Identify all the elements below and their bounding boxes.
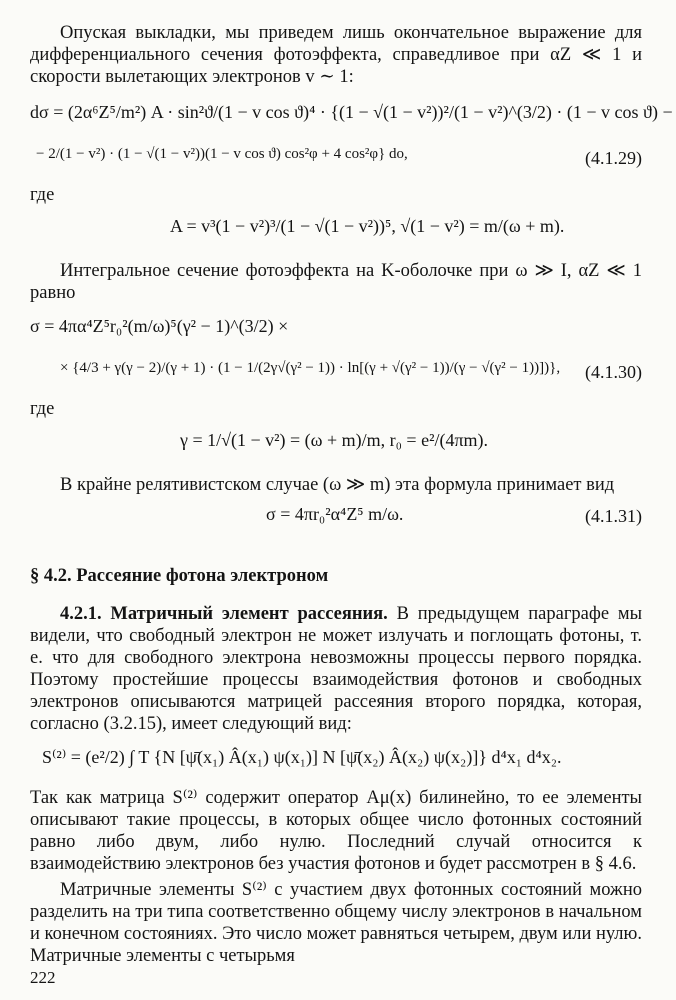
equation-4-1-30-line1: σ = 4πα⁴Z⁵r₀²(m/ω)⁵(γ² − 1)^(3/2) ×: [30, 316, 289, 336]
equation-4-1-31: σ = 4πr₀²α⁴Z⁵ m/ω. (4.1.31): [266, 504, 642, 526]
equation-gamma: γ = 1/√(1 − v²) = (ω + m)/m, r₀ = e²/(4πm).: [180, 430, 489, 450]
where-label: где: [30, 399, 55, 419]
paragraph-matrix-element: [30, 603, 642, 735]
paragraph-matrix-types: Матричные элементы S⁽²⁾ с участием двух фотонных состояний можно разделить на три типа соответственно общему числу электронов в начальном и конечном состояниях. Это число может равняться четырем, двум или нулю. Матричные элементы с четырьмя: [30, 880, 642, 966]
equation-A: A = v³(1 − v²)³/(1 − √(1 − v²))⁵, √(1 − v²) = m/(ω + m).: [170, 216, 565, 236]
paragraph-integral: Интегральное сечение фотоэффекта на K-оболочке при ω ≫ I, αZ ≪ 1 равно: [30, 261, 642, 303]
equation-4-1-30-line2: × {4/3 + γ(γ − 2)/(γ + 1) · (1 − 1/(2γ√(γ² − 1)) · ln[(γ + √(γ² − 1))/(γ − √(γ² − 1))])}, (4.1.30): [60, 360, 642, 382]
equation-S2: S⁽²⁾ = (e²/2) ∫ T {N [ψ̄(x₁) Â(x₁) ψ(x₁)] N [ψ̄(x₂) Â(x₂) ψ(x₂)]} d⁴x₁ d⁴x₂.: [42, 747, 562, 767]
subsection-lead: 4.2.1. Матричный элемент рассеяния.: [60, 604, 388, 624]
section-heading: [30, 566, 642, 587]
paragraph-bilinear: Так как матрица S⁽²⁾ содержит оператор Aμ(x) билинейно, то ее элементы описывают такие процессы, в которых общее число фотонных состояний равно либо двум, либо нулю. Последний случай относится к взаимодействию электронов без участия фотонов и будет рассмотрен в § 4.6.: [30, 788, 642, 874]
paragraph-matrix-element-text: В предыдущем параграфе мы видели, что свободный электрон не может излучать и поглощать фотоны, т. е. что для свободного электрона невозможны процессы первого порядка. Поэтому простейшие процессы взаимодействия фотонов и свободных электронов описываются матрицей рассеяния второго порядка, которая, согласно (3.2.15), имеет следующий вид:: [30, 604, 642, 734]
equation-4-1-29-line1: dσ = (2α⁶Z⁵/m²) A · sin²ϑ/(1 − v cos ϑ)⁴ · {(1 − √(1 − v²))²/(1 − v²)^(3/2) · (1 − v cos ϑ) −: [30, 102, 673, 122]
page-content: [30, 22, 673, 967]
paragraph-intro: Опуская выкладки, мы приведем лишь окончательное выражение для дифференциального сечения фотоэффекта, справедливое при αZ ≪ 1 и скорости вылетающих электронов v ∼ 1:: [30, 23, 642, 87]
section-title: Рассеяние фотона электроном: [76, 566, 329, 586]
equation-number: (4.1.29): [585, 148, 642, 168]
page-number: 222: [30, 968, 56, 987]
section-number: § 4.2.: [30, 566, 72, 586]
equation-number: (4.1.30): [585, 362, 642, 382]
equation-number: (4.1.31): [585, 506, 642, 526]
equation-4-1-29-line2: − 2/(1 − v²) · (1 − √(1 − v²))(1 − v cos ϑ) cos²φ + 4 cos²φ} do, (4.1.29): [36, 146, 642, 168]
where-label: где: [30, 185, 55, 205]
paragraph-relativistic: В крайне релятивистском случае (ω ≫ m) эта формула принимает вид: [60, 475, 615, 495]
